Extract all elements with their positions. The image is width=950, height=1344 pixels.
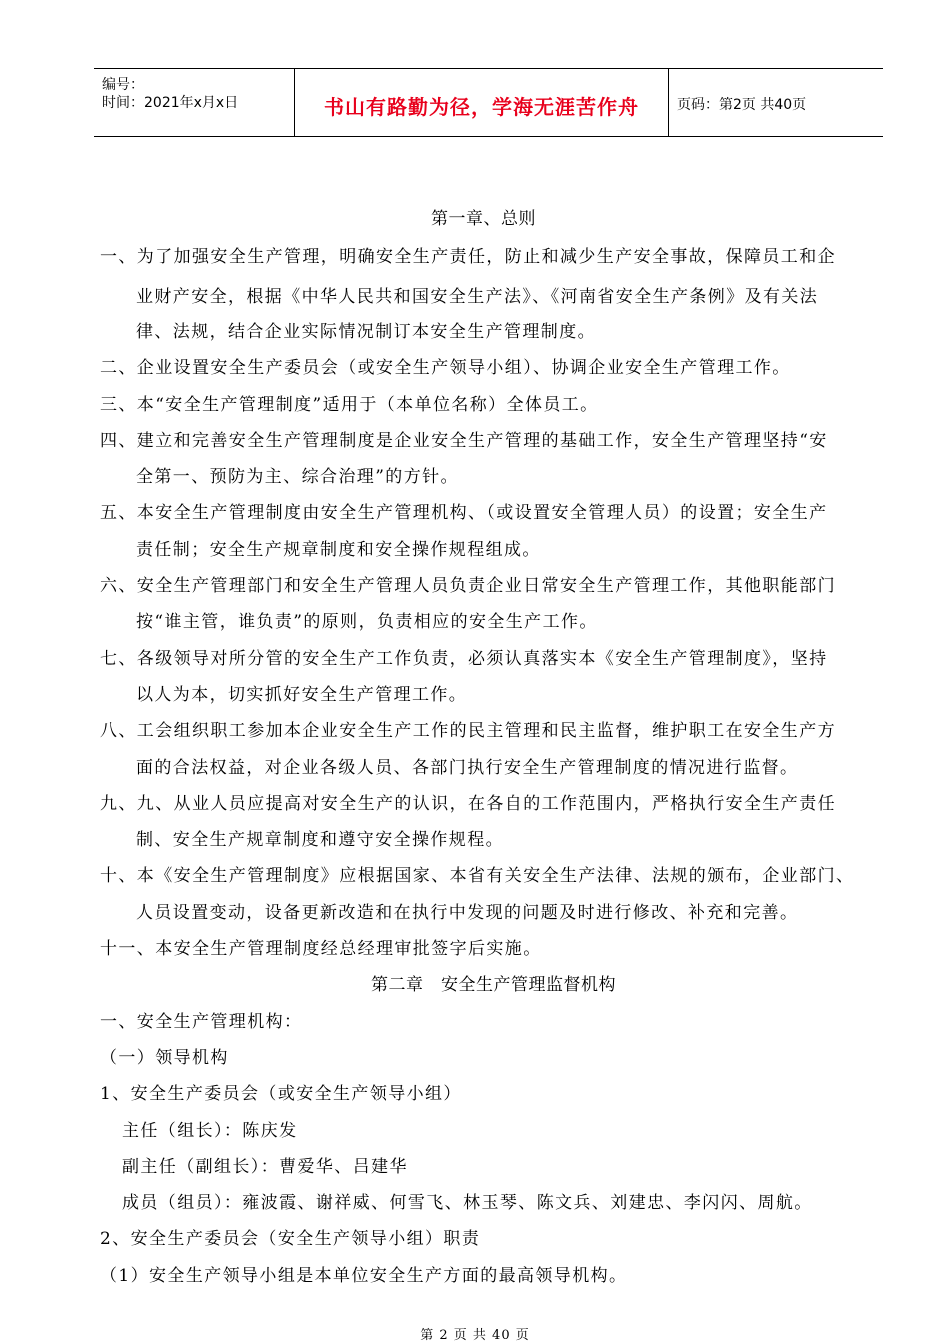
- paragraph-line: 面的合法权益，对企业各级人员、各部门执行安全生产管理制度的情况进行监督。: [136, 758, 799, 778]
- chapter-title: 第二章 安全生产管理监督机构: [371, 975, 616, 995]
- paragraph-line: 律、法规，结合企业实际情况制订本安全生产管理制度。: [136, 322, 596, 342]
- paragraph-line: 以人为本，切实抓好安全生产管理工作。: [136, 685, 468, 705]
- header-page-cell: [669, 69, 883, 136]
- paragraph-line: 四、建立和完善安全生产管理制度是企业安全生产管理的基础工作，安全生产管理坚持“安: [100, 431, 828, 451]
- paragraph-line: 成员（组员）：雍波霞、谢祥威、何雪飞、林玉琴、陈文兵、刘建忠、李闪闪、周航。: [122, 1193, 813, 1213]
- paragraph-line: 副主任（副组长）：曹爱华、吕建华: [122, 1157, 408, 1177]
- paragraph-line: 七、各级领导对所分管的安全生产工作负责，必须认真落实本《安全生产管理制度》，坚持: [100, 649, 828, 669]
- paragraph-line: 主任（组长）：陈庆发: [122, 1121, 298, 1141]
- paragraph-line: 五、本安全生产管理制度由安全生产管理机构、（或设置安全管理人员）的设置；安全生产: [100, 503, 828, 523]
- paragraph-line: 制、安全生产规章制度和遵守安全操作规程。: [136, 830, 504, 850]
- motto: 书山有路勤为径，学海无涯苦作舟: [324, 95, 639, 119]
- header-table: [94, 68, 883, 137]
- paragraph-line: 八、工会组织职工参加本企业安全生产工作的民主管理和民主监督，维护职工在安全生产方: [100, 721, 836, 741]
- header-motto-cell: [295, 69, 669, 136]
- page-label: 页码：第2页 共40页: [677, 97, 807, 113]
- paragraph-line: 六、安全生产管理部门和安全生产管理人员负责企业日常安全生产管理工作，其他职能部门: [100, 576, 836, 596]
- paragraph-line: 十、本《安全生产管理制度》应根据国家、本省有关安全生产法律、法规的颁布，企业部门、: [100, 866, 855, 886]
- paragraph-line: 2、安全生产委员会（安全生产领导小组）职责: [100, 1229, 481, 1249]
- paragraph-line: 一、安全生产管理机构：: [100, 1012, 303, 1032]
- paragraph-line: 九、九、从业人员应提高对安全生产的认识，在各自的工作范围内，严格执行安全生产责任: [100, 794, 836, 814]
- paragraph-line: 三、本“安全生产管理制度”适用于（本单位名称）全体员工。: [100, 395, 599, 415]
- number-label: 编号：: [102, 77, 144, 93]
- paragraph-line: 按“谁主管，谁负责”的原则，负责相应的安全生产工作。: [136, 612, 598, 632]
- paragraph-line: 二、企业设置安全生产委员会（或安全生产领导小组）、协调企业安全生产管理工作。: [100, 358, 791, 378]
- paragraph-line: （1）安全生产领导小组是本单位安全生产方面的最高领导机构。: [100, 1266, 628, 1286]
- paragraph-line: 一、为了加强安全生产管理，明确安全生产责任，防止和减少生产安全事故，保障员工和企: [100, 247, 836, 267]
- paragraph-line: （一）领导机构: [100, 1048, 229, 1068]
- paragraph-line: 人员设置变动，设备更新改造和在执行中发现的问题及时进行修改、补充和完善。: [136, 903, 799, 923]
- paragraph-line: 1、安全生产委员会（或安全生产领导小组）: [100, 1084, 462, 1104]
- chapter-title: 第一章、总则: [431, 209, 536, 229]
- page-footer: 第 2 页 共 40 页: [420, 1328, 530, 1343]
- paragraph-line: 责任制；安全生产规章制度和安全操作规程组成。: [136, 540, 541, 560]
- paragraph-line: 全第一、预防为主、综合治理”的方针。: [136, 467, 459, 487]
- header-info-cell: [94, 69, 295, 136]
- paragraph-line: 业财产安全，根据《中华人民共和国安全生产法》、《河南省安全生产条例》及有关法: [136, 287, 819, 307]
- time-label: 时间：2021年x月x日: [102, 95, 239, 111]
- paragraph-line: 十一、本安全生产管理制度经总经理审批签字后实施。: [100, 939, 542, 959]
